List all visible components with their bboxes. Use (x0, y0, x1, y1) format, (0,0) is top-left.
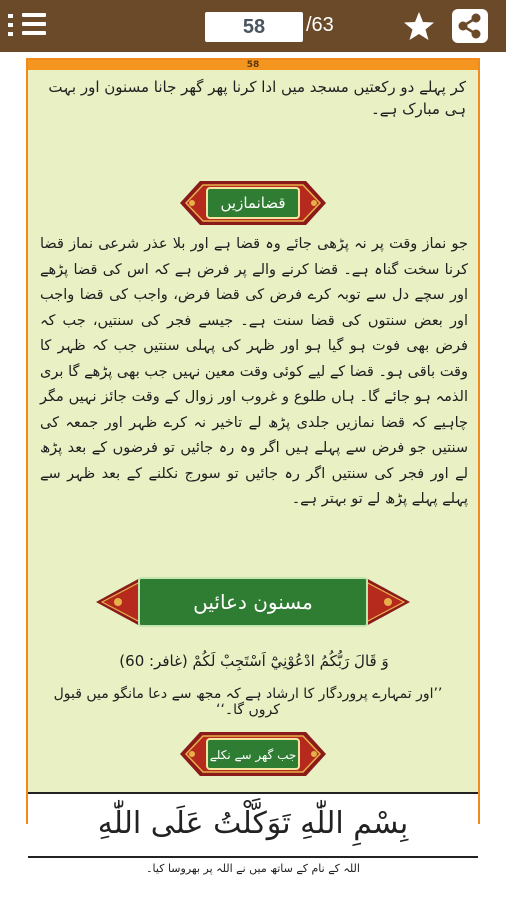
dua-arabic-box (28, 792, 478, 858)
page-number-input[interactable]: 58 (205, 12, 303, 42)
share-icon (452, 9, 488, 43)
book-page (26, 58, 480, 875)
section-title-duas: مسنون دعائیں (138, 577, 368, 627)
dua-translation-text: اللہ کے نام کے ساتھ میں نے اللہ پر بھروسا کیا۔ (146, 862, 360, 875)
dua-arabic-text: بِسْمِ اللّٰهِ تَوَكَّلْتُ عَلَى اللّٰهِ (97, 806, 409, 841)
menu-icon (8, 14, 16, 41)
dua-translation-box (28, 858, 478, 884)
page-number-strip: 58 (28, 60, 478, 70)
menu-lines-icon (22, 13, 46, 40)
section-badge-leaving-home (180, 726, 326, 782)
bookmark-button[interactable] (402, 10, 436, 42)
section-banner-duas (96, 574, 410, 630)
section-badge-qaza (180, 175, 326, 231)
page-total-label: /63 (306, 14, 334, 36)
verse-translation: ’’اور تمہارے پروردگار کا ارشاد ہے کہ مجھ سے دعا مانگو میں قبول کروں گا۔‘‘ (53, 686, 443, 718)
intro-paragraph: کر پہلے دو رکعتیں مسجد میں ادا کرنا پھر گھر جانا مسنون اور بہت ہی مبارک ہے۔ (48, 78, 466, 118)
share-button[interactable] (452, 9, 488, 43)
star-icon (402, 10, 436, 42)
qaza-paragraph: جو نماز وقت پر نہ پڑھی جائے وہ قضا ہے اور بلا عذر شرعی نماز قضا کرنا سخت گناہ ہے۔ قضا کرنے والے پر فرض ہے کہ اس کی قضا پڑھے اور سچے دل سے توبہ کرے فرض کی قضا فرض، واجب کی قضا واجب اور بعض سنتوں کی قضا سنت ہے۔ جیسے فجر کی سنتیں، جب کہ فرض بھی فوت ہو گیا ہو اور ظہر کی پہلی سنتیں جب کہ ظہر کا وقت باقی ہو۔ قضا کے لیے کوئی وقت معین نہیں جب بھی پڑھے گا بری الذمہ ہو جائے گا۔ ہاں طلوع و غروب اور زوال کے وقت جائز نہیں مگر چاہیے کہ قضا نمازیں جلدی پڑھ لے تاخیر نہ کرے ظہر اور جمعہ کی سنتیں جو فرض سے پہلے ہیں اگر وہ رہ جائیں تو فرضوں کے بعد پڑھ لے اور فجر کی سنتیں اگر رہ جائیں تو سورج نکلنے کے بعد ظہر سے پہلے پہلے پڑھ لے تو بہتر ہے۔ (40, 236, 468, 507)
menu-button[interactable] (6, 8, 52, 44)
quran-verse: وَ قَالَ رَبُّكُمُ ادْعُوْنِيْٓ اَسْتَجِبْ لَكُمْ (غافر: 60) (119, 652, 389, 670)
top-toolbar (0, 0, 506, 52)
section-title-leaving-home: جب گھر سے نکلے (206, 738, 300, 770)
section-title-qaza: قضانمازیں (206, 187, 300, 219)
